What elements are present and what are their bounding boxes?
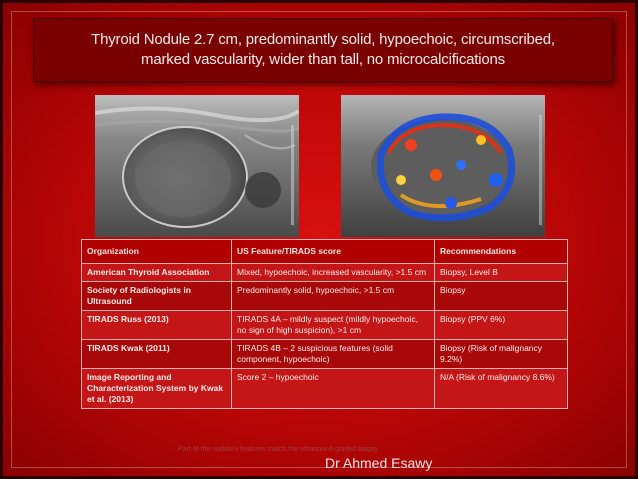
cell-recommendation: Biopsy, Level B <box>435 264 568 282</box>
ultrasound-grayscale-image <box>95 95 299 237</box>
cell-feature: TIRADS 4B – 2 suspicious features (solid component, hypoechoic) <box>232 340 435 369</box>
cell-feature: Predominantly solid, hypoechoic, >1.5 cm <box>232 282 435 311</box>
cell-organization: American Thyroid Association <box>82 264 232 282</box>
cell-organization: TIRADS Kwak (2011) <box>82 340 232 369</box>
cell-feature: Score 2 – hypoechoic <box>232 369 435 409</box>
ultrasound-doppler-image <box>341 95 545 237</box>
cell-recommendation: Biopsy <box>435 282 568 311</box>
cell-organization: TIRADS Russ (2013) <box>82 311 232 340</box>
author-name: Dr Ahmed Esawy <box>325 455 433 471</box>
tirads-table <box>81 239 568 409</box>
cell-recommendation: Biopsy (Risk of malignancy 9.2%) <box>435 340 568 369</box>
cell-organization: Image Reporting and Characterization System by Kwak et al. (2013) <box>82 369 232 409</box>
cell-organization: Society of Radiologists in Ultrasound <box>82 282 232 311</box>
header-organization: Organization <box>82 240 232 264</box>
cell-recommendation: Biopsy (PPV 6%) <box>435 311 568 340</box>
header-us-feature: US Feature/TIRADS score <box>232 240 435 264</box>
cell-feature: Mixed, hypoechoic, increased vascularity, >1.5 cm <box>232 264 435 282</box>
title-line-1: Thyroid Nodule 2.7 cm, predominantly solid, hypoechoic, circumscribed, <box>91 31 555 48</box>
table-row <box>82 264 568 282</box>
title-box <box>33 18 613 82</box>
table-row <box>82 282 568 311</box>
title-line-2: marked vascularity, wider than tall, no microcalcifications <box>141 51 505 68</box>
cell-recommendation: N/A (Risk of malignancy 8.6%) <box>435 369 568 409</box>
footnote: Part of the nodule's features match the ultrasound-guided biopsy <box>178 446 379 453</box>
header-recommendations: Recommendations <box>435 240 568 264</box>
cell-feature: TIRADS 4A – mildly suspect (mildly hypoechoic, no sign of high suspicion), >1 cm <box>232 311 435 340</box>
table-row <box>82 340 568 369</box>
table-header-row <box>82 240 568 264</box>
table-row <box>82 369 568 409</box>
table-row <box>82 311 568 340</box>
